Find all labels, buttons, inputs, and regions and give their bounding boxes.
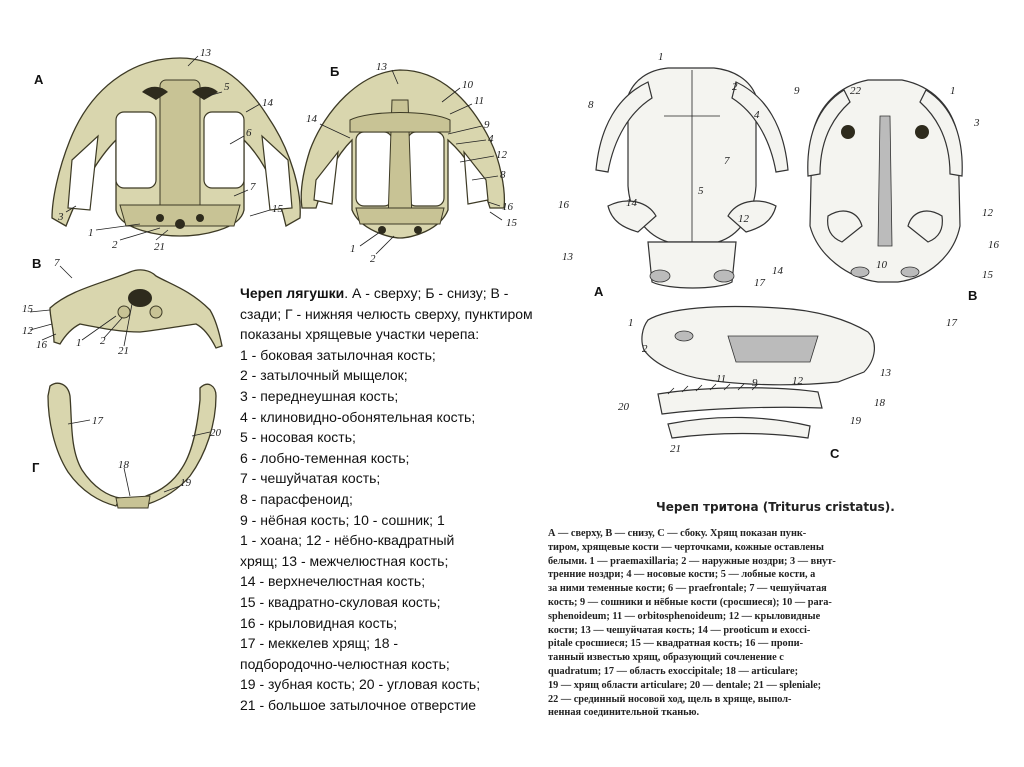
frog-a-label: 5 <box>224 81 230 93</box>
frog-a-label: 3 <box>58 211 64 223</box>
frog-v-label: 7 <box>54 257 60 269</box>
newt-a-label: 2 <box>732 81 738 93</box>
newt-panel-letter-a: A <box>594 284 604 299</box>
frog-legend-item: 15 - квадратно-скуловая кость; <box>240 593 441 610</box>
frog-lower-jaw-view <box>32 383 222 508</box>
frog-skull-back-view <box>22 256 222 357</box>
frog-legend-item: 4 - клиновидно-обонятельная кость; <box>240 408 476 425</box>
newt-c-label: 12 <box>792 375 803 387</box>
frog-b-label: 8 <box>500 169 506 181</box>
frog-a-label: 15 <box>272 203 283 215</box>
newt-a-label: 8 <box>588 99 594 111</box>
newt-a-label: 14 <box>626 197 637 209</box>
newt-c-label: 19 <box>850 415 861 427</box>
frog-v-label: 21 <box>118 345 129 357</box>
newt-legend-line: кости; 13 — чешуйчатая кость; 14 — prooticum и exocci- <box>548 624 811 636</box>
frog-caption-intro <box>240 283 540 345</box>
newt-skull-bottom-view <box>772 80 1000 329</box>
frog-a-label: 14 <box>262 97 273 109</box>
newt-skull-side-view <box>618 307 892 462</box>
frog-b-label: 4 <box>488 133 494 145</box>
frog-v-label: 2 <box>100 335 106 347</box>
frog-legend-item: 3 - переднеушная кость; <box>240 387 399 404</box>
frog-legend-item: 5 - носовая кость; <box>240 429 356 446</box>
frog-caption <box>240 283 540 715</box>
frog-b-label: 15 <box>506 217 517 229</box>
frog-caption-title: Череп лягушки <box>240 285 345 301</box>
newt-b-label: 12 <box>982 207 993 219</box>
newt-b-label: 16 <box>988 239 999 251</box>
newt-a-label: 13 <box>562 251 573 263</box>
newt-c-label: 11 <box>716 373 727 385</box>
newt-b-label: 10 <box>876 259 887 271</box>
frog-caption-text: . А - сверху; Б - снизу; В - сзади; Г - нижняя челюсть сверху, пунктиром показаны хрящевые участки черепа: <box>240 285 533 343</box>
newt-legend-line: 22 — срединный носовой ход, щель в хряще, выпол- <box>548 693 792 705</box>
frog-legend-item: подбородочно-челюстная кость; <box>240 655 450 672</box>
frog-a-label: 1 <box>88 227 94 239</box>
frog-a-label: 21 <box>154 241 165 253</box>
frog-legend-item: 9 - нёбная кость; 10 - сошник; 1 <box>240 511 445 528</box>
newt-b-label: 1 <box>950 85 956 97</box>
frog-b-label: 10 <box>462 79 473 91</box>
newt-c-label: 9 <box>752 377 758 389</box>
frog-legend-item: 1 - хоана; 12 - нёбно-квадратный <box>240 532 455 549</box>
frog-legend-item: 6 - лобно-теменная кость; <box>240 449 410 466</box>
frog-a-label: 6 <box>246 127 252 139</box>
frog-a-label: 13 <box>200 47 211 59</box>
frog-legend-item: 14 - верхнечелюстная кость; <box>240 573 426 590</box>
newt-a-label: 1 <box>658 51 664 63</box>
frog-skull-top-view <box>34 47 300 253</box>
frog-g-label: 17 <box>92 415 103 427</box>
frog-legend-item: 1 - боковая затылочная кость; <box>240 346 436 363</box>
newt-legend <box>548 527 972 720</box>
frog-legend-item: 2 - затылочный мыщелок; <box>240 367 408 384</box>
newt-a-label: 7 <box>724 155 730 167</box>
frog-skull-bottom-view <box>301 61 517 265</box>
newt-a-label: 17 <box>754 277 765 289</box>
newt-legend-line: белыми. 1 — praemaxillaria; 2 — наружные ноздри; 3 — внут- <box>548 555 836 567</box>
frog-g-label: 20 <box>210 427 221 439</box>
newt-panel-letter-c: C <box>830 446 840 461</box>
newt-legend-line: тренние ноздри; 4 — носовые кости; 5 — лобные кости, а <box>548 569 816 581</box>
panel-letter-g: Г <box>32 460 40 475</box>
newt-legend-line: ненная соединительной тканью. <box>548 707 700 719</box>
frog-v-label: 15 <box>22 303 33 315</box>
frog-b-label: 12 <box>496 149 507 161</box>
newt-b-label: 22 <box>850 85 861 97</box>
panel-letter-v: В <box>32 256 42 271</box>
newt-legend-line: quadratum; 17 — область exoccipitale; 18 — articulare; <box>548 665 799 677</box>
frog-v-label: 12 <box>22 325 33 337</box>
newt-skull-figure <box>548 46 1008 466</box>
newt-a-label: 16 <box>558 199 569 211</box>
newt-legend-line: за ними теменные кости; 6 — praefrontale; 7 — чешуйчатая <box>548 583 827 595</box>
frog-a-label: 2 <box>112 239 118 251</box>
frog-legend-item: 21 - большое затылочное отверстие <box>240 696 477 713</box>
newt-c-label: 18 <box>874 397 885 409</box>
newt-b-label: 15 <box>982 269 993 281</box>
frog-b-label: 13 <box>376 61 387 73</box>
newt-a-label: 12 <box>738 213 749 225</box>
frog-b-label: 16 <box>502 201 513 213</box>
frog-b-label: 1 <box>350 243 356 255</box>
newt-c-label: 20 <box>618 401 629 413</box>
frog-g-label: 18 <box>118 459 129 471</box>
frog-b-label: 2 <box>370 253 376 265</box>
newt-c-label: 21 <box>670 443 681 455</box>
newt-legend-line: 19 — хрящ области articulare; 20 — dentale; 21 — spleniale; <box>548 679 822 691</box>
frog-b-label: 14 <box>306 113 317 125</box>
newt-legend-line: тиром, хрящевые кости — черточками, кожные оставлены <box>548 541 824 553</box>
newt-skull-top-view <box>558 51 788 299</box>
frog-legend-item: 17 - меккелев хрящ; 18 - <box>240 635 399 652</box>
frog-b-label: 11 <box>474 95 485 107</box>
newt-panel-letter-b: B <box>968 288 978 303</box>
newt-legend-line: sphenoideum; 11 — orbitosphenoideum; 12 — крыловидные <box>548 610 821 622</box>
newt-b-label: 17 <box>946 317 957 329</box>
newt-a-label: 5 <box>698 185 704 197</box>
newt-legend-line: кость; 9 — сошники и нёбные кости (сросшиеся); 10 — para- <box>548 596 832 608</box>
newt-legend-line: pitale сросшиеся; 15 — квадратная кость; 16 — пропи- <box>548 638 804 650</box>
frog-legend-item: хрящ; 13 - межчелюстная кость; <box>240 552 449 569</box>
frog-v-label: 1 <box>76 337 82 349</box>
frog-legend-item: 7 - чешуйчатая кость; <box>240 470 381 487</box>
newt-c-label: 13 <box>880 367 891 379</box>
frog-a-label: 7 <box>250 181 256 193</box>
newt-figure-title: Череп тритона (Triturus cristatus). <box>656 500 895 514</box>
newt-c-label: 1 <box>628 317 634 329</box>
frog-legend-item: 19 - зубная кость; 20 - угловая кость; <box>240 676 481 693</box>
newt-b-label: 14 <box>772 265 783 277</box>
panel-letter-b: Б <box>330 64 340 79</box>
frog-g-label: 19 <box>180 477 191 489</box>
newt-legend-line: танный известью хрящ, образующий сочленение с <box>548 652 784 664</box>
panel-letter-a: А <box>34 72 44 87</box>
frog-legend-item: 8 - парасфеноид; <box>240 490 353 507</box>
newt-b-label: 3 <box>974 117 980 129</box>
frog-legend-item: 16 - крыловидная кость; <box>240 614 398 631</box>
newt-a-label: 4 <box>754 109 760 121</box>
frog-v-label: 16 <box>36 339 47 351</box>
newt-legend-line: А — сверху, В — снизу, С — сбоку. Хрящ показан пунк- <box>548 528 807 539</box>
newt-c-label: 2 <box>642 343 648 355</box>
frog-b-label: 9 <box>484 119 490 131</box>
newt-b-label: 9 <box>794 85 800 97</box>
